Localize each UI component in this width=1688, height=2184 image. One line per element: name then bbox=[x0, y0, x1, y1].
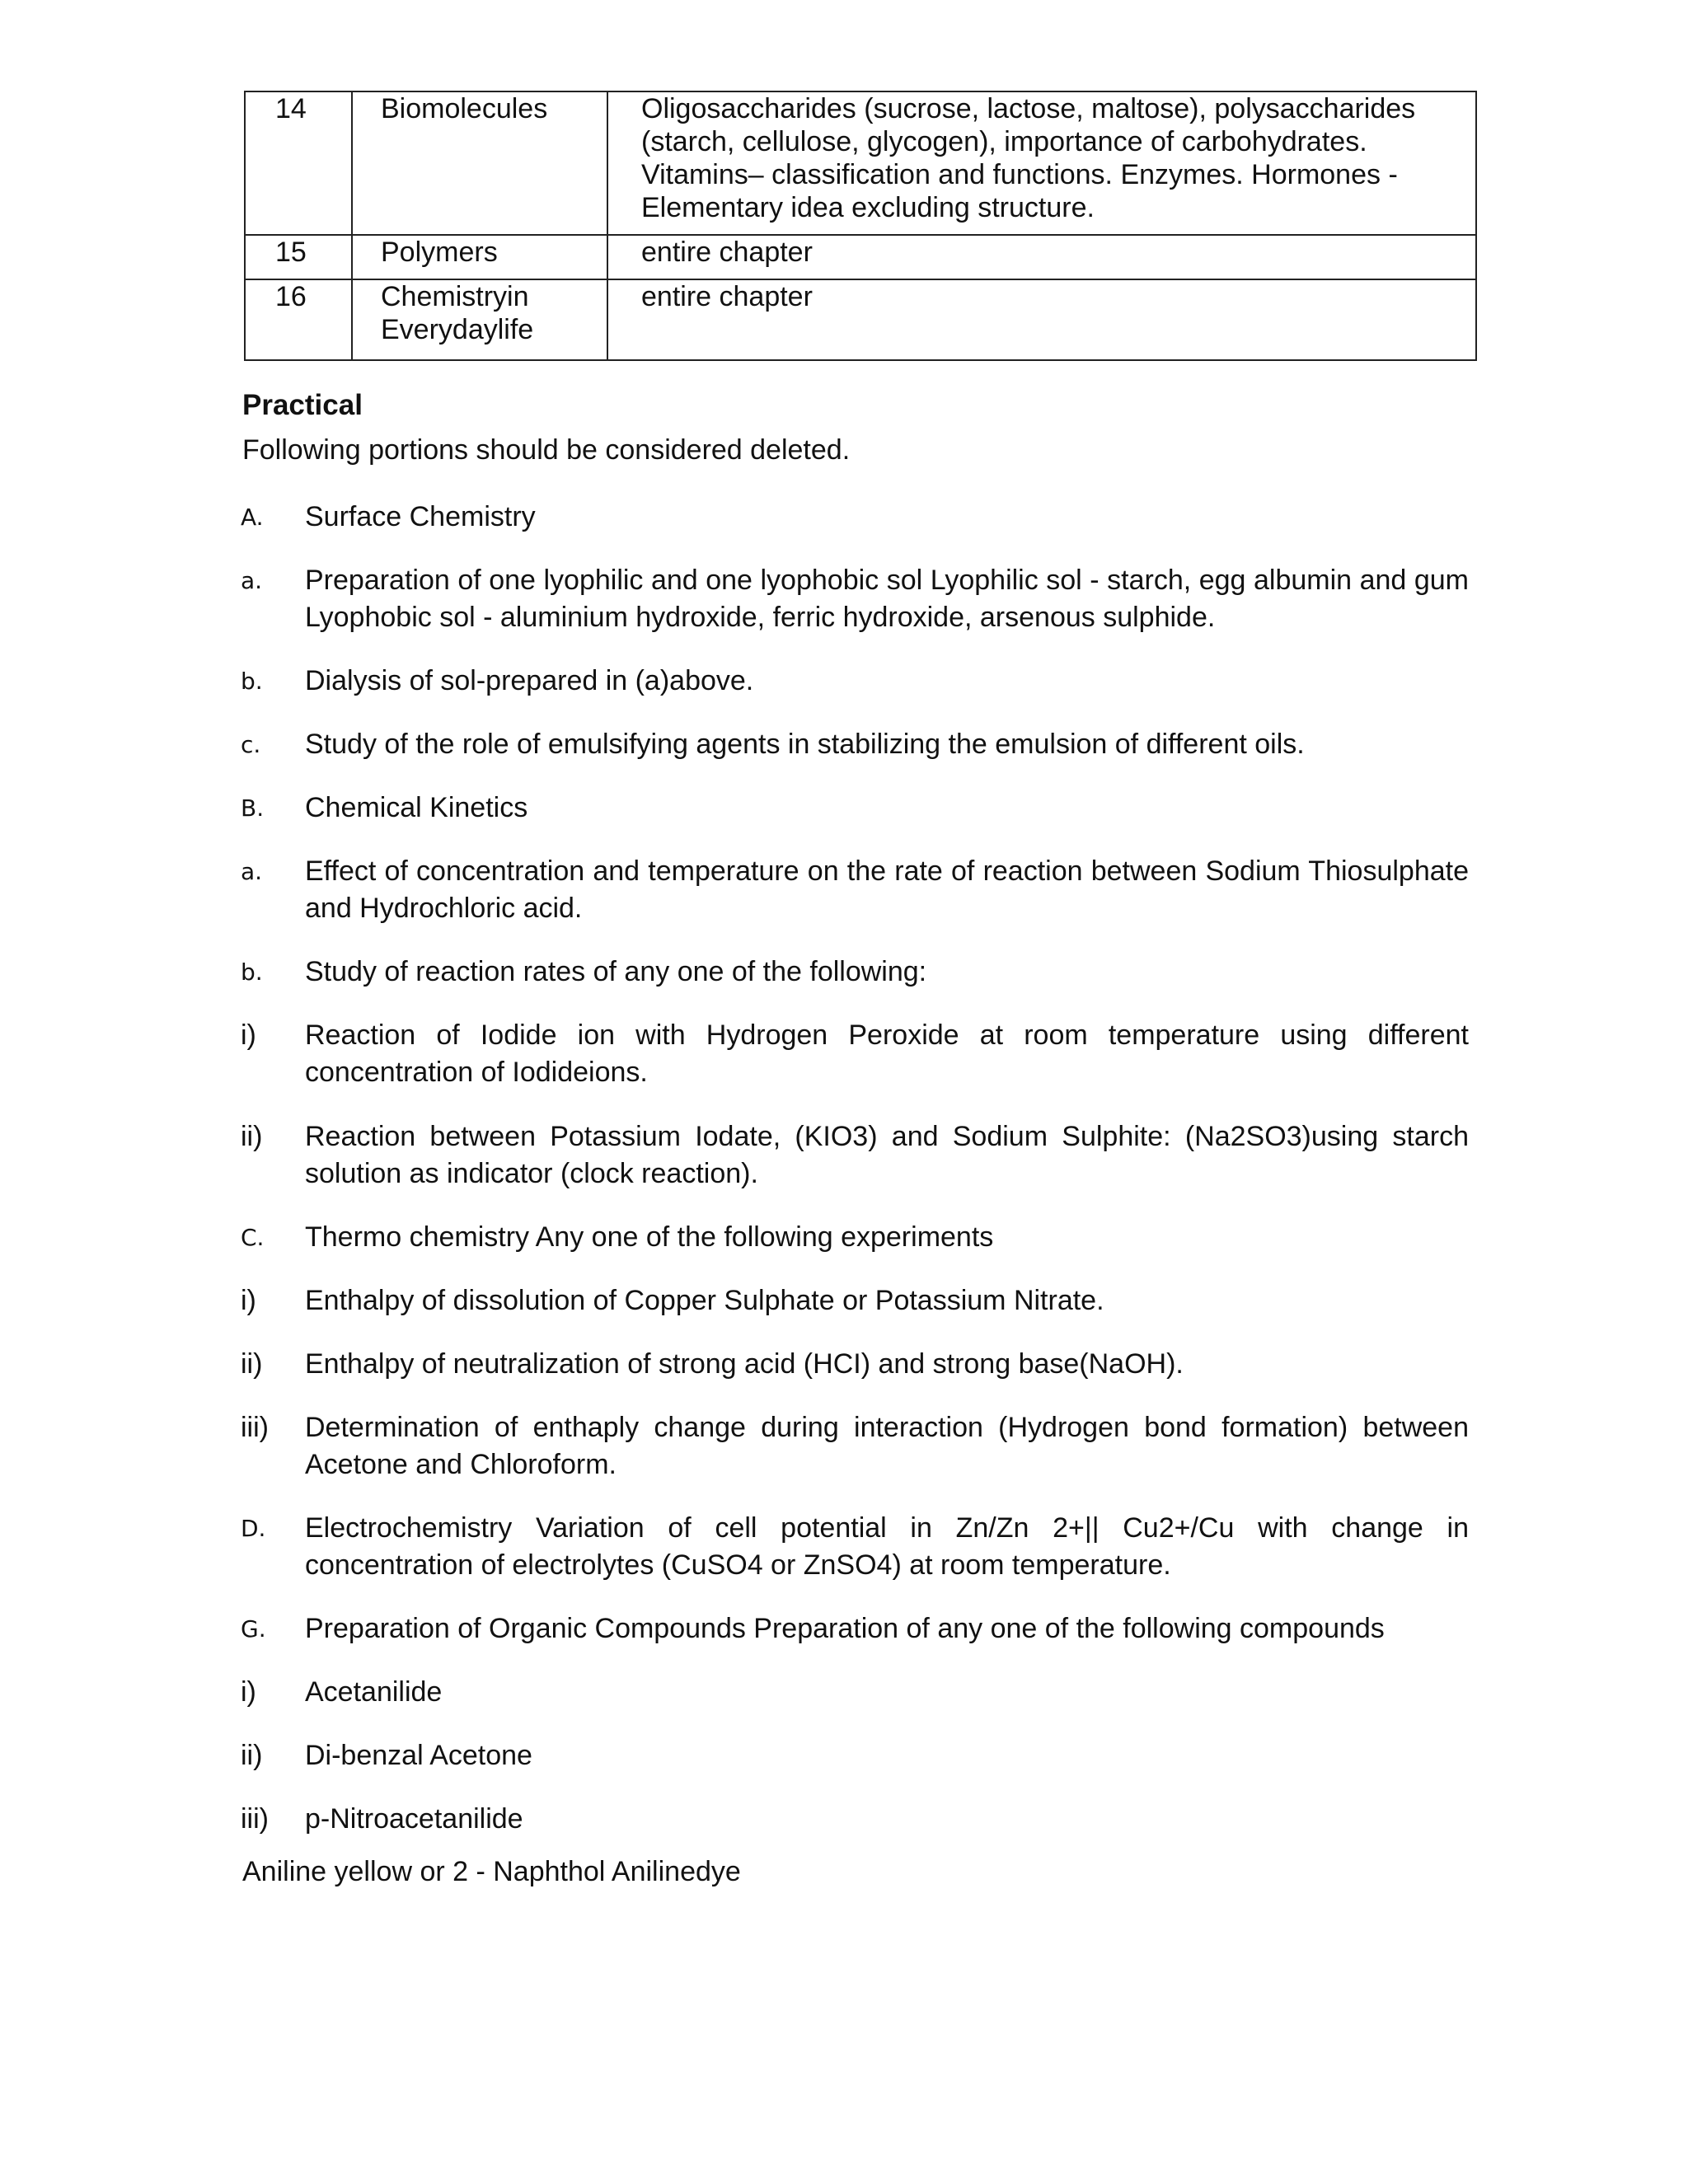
unit-number-cell bbox=[245, 279, 352, 360]
list-item-text: Reaction between Potassium Iodate, (KIO3) and Sodium Sulphite: (Na2SO3)using starch solution as indicator (clock reaction). bbox=[305, 1121, 1469, 1189]
list-item-text: Electrochemistry Variation of cell potential in Zn/Zn 2+|| Cu2+/Cu with change in concentration of electrolytes (CuSO4 or ZnSO4) at room temperature. bbox=[305, 1512, 1469, 1581]
list-item bbox=[241, 790, 1469, 827]
list-item bbox=[241, 726, 1469, 763]
closing-line: Aniline yellow or 2 - Naphthol Anilinedye bbox=[242, 1856, 741, 1887]
unit-name-cell bbox=[352, 91, 607, 235]
list-item-text: Effect of concentration and temperature on the rate of reaction between Sodium Thiosulphate and Hydrochloric acid. bbox=[305, 855, 1469, 924]
unit-name: Everydaylife bbox=[381, 314, 534, 345]
list-marker: c. bbox=[241, 731, 261, 758]
list-marker: C. bbox=[241, 1224, 265, 1251]
list-item-text: Surface Chemistry bbox=[305, 501, 536, 532]
list-marker: a. bbox=[241, 858, 263, 885]
list-marker: a. bbox=[241, 567, 263, 594]
list-item bbox=[241, 663, 1469, 700]
unit-name: Chemistryin bbox=[381, 281, 529, 312]
list-item-text: Study of the role of emulsifying agents in stabilizing the emulsion of different oils. bbox=[305, 729, 1305, 760]
list-item-text: Determination of enthaply change during interaction (Hydrogen bond formation) between Acetone and Chloroform. bbox=[305, 1412, 1469, 1480]
list-item-text: Reaction of Iodide ion with Hydrogen Peroxide at room temperature using different concentration of Iodideions. bbox=[305, 1019, 1469, 1088]
list-item bbox=[241, 1510, 1469, 1584]
list-item-text: Enthalpy of neutralization of strong acid (HCI) and strong base(NaOH). bbox=[305, 1348, 1184, 1380]
list-item bbox=[241, 1737, 1469, 1774]
unit-name: Biomolecules bbox=[381, 93, 548, 124]
section-heading: Practical bbox=[242, 389, 363, 421]
list-marker: ii) bbox=[241, 1740, 263, 1771]
deleted-topics-cell bbox=[607, 91, 1476, 235]
table-row bbox=[245, 235, 1476, 279]
topic-line: entire chapter bbox=[641, 281, 813, 312]
list-item bbox=[241, 954, 1469, 991]
unit-name-cell bbox=[352, 235, 607, 279]
topic-line: Oligosaccharides (sucrose, lactose, maltose), polysaccharides bbox=[641, 93, 1416, 124]
list-item-text: Preparation of Organic Compounds Preparation of any one of the following compounds bbox=[305, 1613, 1385, 1644]
list-item bbox=[241, 853, 1469, 927]
unit-number: 15 bbox=[275, 237, 307, 268]
list-item-text: p-Nitroacetanilide bbox=[305, 1803, 523, 1835]
list-marker: B. bbox=[241, 794, 265, 822]
list-item bbox=[241, 1017, 1469, 1091]
list-marker: i) bbox=[241, 1285, 256, 1316]
list-marker: ii) bbox=[241, 1121, 263, 1152]
list-item bbox=[241, 1282, 1469, 1319]
list-item-text: Di-benzal Acetone bbox=[305, 1740, 532, 1771]
list-item bbox=[241, 1346, 1469, 1383]
unit-name: Polymers bbox=[381, 237, 498, 268]
list-item bbox=[241, 1219, 1469, 1256]
list-item-text: Enthalpy of dissolution of Copper Sulphate or Potassium Nitrate. bbox=[305, 1285, 1104, 1316]
table-row bbox=[245, 91, 1476, 235]
list-marker: iii) bbox=[241, 1803, 269, 1835]
list-marker: b. bbox=[241, 958, 263, 986]
syllabus-table bbox=[244, 91, 1477, 361]
list-item bbox=[241, 562, 1469, 636]
unit-number: 16 bbox=[275, 281, 307, 312]
list-item bbox=[241, 1610, 1469, 1647]
topic-line: Elementary idea excluding structure. bbox=[641, 192, 1095, 223]
list-item bbox=[241, 499, 1469, 536]
deleted-topics-cell bbox=[607, 235, 1476, 279]
list-marker: A. bbox=[241, 504, 264, 531]
list-item-text: Study of reaction rates of any one of the following: bbox=[305, 956, 927, 987]
section-intro: Following portions should be considered deleted. bbox=[242, 434, 851, 466]
list-marker: i) bbox=[241, 1019, 256, 1051]
list-marker: G. bbox=[241, 1615, 266, 1643]
list-item bbox=[241, 1801, 1469, 1838]
list-item-text: Thermo chemistry Any one of the following experiments bbox=[305, 1221, 994, 1253]
list-item-text: Chemical Kinetics bbox=[305, 792, 528, 823]
unit-number-cell bbox=[245, 235, 352, 279]
unit-name-cell bbox=[352, 279, 607, 360]
topic-line: entire chapter bbox=[641, 237, 813, 268]
list-marker: b. bbox=[241, 668, 263, 695]
topic-line: (starch, cellulose, glycogen), importance of carbohydrates. bbox=[641, 126, 1367, 157]
unit-number-cell bbox=[245, 91, 352, 235]
list-marker: D. bbox=[241, 1515, 266, 1542]
list-marker: ii) bbox=[241, 1348, 263, 1380]
list-item-text: Preparation of one lyophilic and one lyophobic sol Lyophilic sol - starch, egg albumin and gum Lyophobic sol - aluminium hydroxide, ferric hydroxide, arsenous sulphide. bbox=[305, 565, 1469, 633]
deleted-topics-cell bbox=[607, 279, 1476, 360]
list-item-text: Dialysis of sol-prepared in (a)above. bbox=[305, 665, 754, 696]
list-marker: iii) bbox=[241, 1412, 269, 1443]
table-row bbox=[245, 279, 1476, 360]
list-item bbox=[241, 1409, 1469, 1483]
list-item-text: Acetanilide bbox=[305, 1676, 443, 1708]
list-item bbox=[241, 1118, 1469, 1193]
list-marker: i) bbox=[241, 1676, 256, 1708]
list-item bbox=[241, 1674, 1469, 1711]
unit-number: 14 bbox=[275, 93, 307, 124]
topic-line: Vitamins– classification and functions. Enzymes. Hormones - bbox=[641, 159, 1398, 190]
